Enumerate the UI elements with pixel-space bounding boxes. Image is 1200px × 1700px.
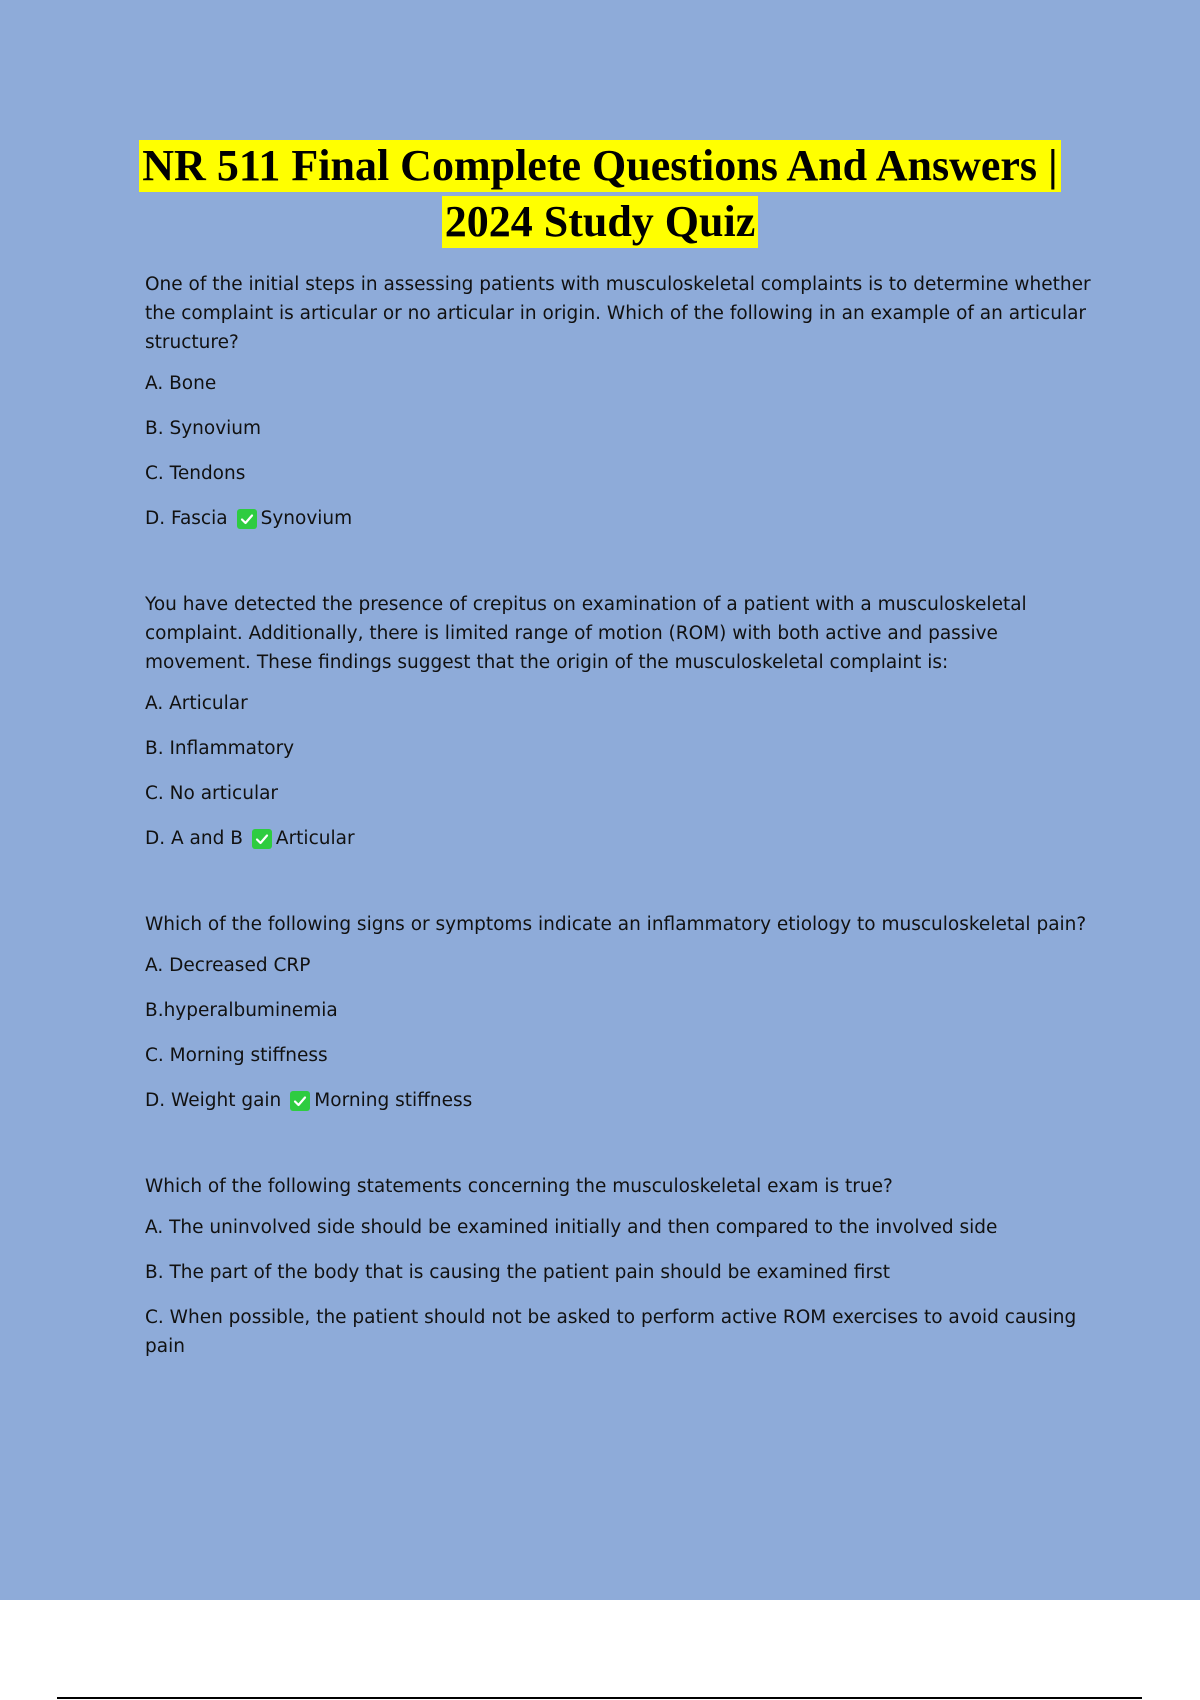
- check-mark-icon: [290, 1091, 310, 1111]
- question-text: One of the initial steps in assessing patients with musculoskeletal complaints is to determine whether the complaint is articular or no articular in origin. Which of the following in an example of an articular structure?: [145, 274, 1091, 353]
- option-a: A. Bone: [145, 373, 217, 394]
- option-b: B.hyperalbuminemia: [145, 1000, 338, 1021]
- option-d: D. A and B: [145, 828, 243, 849]
- option-b: B. Synovium: [145, 418, 262, 439]
- option-b: B. The part of the body that is causing the patient pain should be examined first: [145, 1262, 890, 1283]
- quiz-content: [145, 270, 1095, 1418]
- correct-answer: Morning stiffness: [314, 1090, 473, 1111]
- question-text: You have detected the presence of crepitus on examination of a patient with a musculoskeletal complaint. Additionally, there is limited range of motion (ROM) with both active and passive movement. These findings suggest that the origin of the musculoskeletal complaint is:: [145, 594, 1027, 673]
- option-d: D. Fascia: [145, 508, 228, 529]
- question-block-4: [145, 1172, 1095, 1361]
- title-line-2: 2024 Study Quiz: [442, 196, 759, 248]
- option-c: C. Morning stiffness: [145, 1045, 328, 1066]
- question-block-2: [145, 590, 1095, 853]
- option-c: C. No articular: [145, 783, 279, 804]
- question-text: Which of the following signs or symptoms indicate an inflammatory etiology to musculoskeletal pain?: [145, 914, 1087, 935]
- option-d-with-answer: [145, 504, 1095, 533]
- title-line-1: NR 511 Final Complete Questions And Answers |: [139, 140, 1060, 192]
- option-c: C. Tendons: [145, 463, 246, 484]
- correct-answer: Synovium: [260, 508, 353, 529]
- option-c: C. When possible, the patient should not be asked to perform active ROM exercises to avoid causing pain: [145, 1307, 1077, 1357]
- option-a: A. Articular: [145, 693, 248, 714]
- check-mark-icon: [252, 829, 272, 849]
- question-block-3: [145, 910, 1095, 1115]
- question-block-1: [145, 270, 1095, 533]
- document-title: [0, 140, 1200, 252]
- option-d: D. Weight gain: [145, 1090, 282, 1111]
- option-a: A. The uninvolved side should be examined initially and then compared to the involved side: [145, 1217, 998, 1238]
- option-d-with-answer: [145, 1086, 1095, 1115]
- option-a: A. Decreased CRP: [145, 955, 311, 976]
- option-b: B. Inflammatory: [145, 738, 295, 759]
- correct-answer: Articular: [275, 828, 355, 849]
- question-text: Which of the following statements concerning the musculoskeletal exam is true?: [145, 1176, 893, 1197]
- check-mark-icon: [237, 509, 257, 529]
- footer-divider: [57, 1697, 1142, 1699]
- option-d-with-answer: [145, 824, 1095, 853]
